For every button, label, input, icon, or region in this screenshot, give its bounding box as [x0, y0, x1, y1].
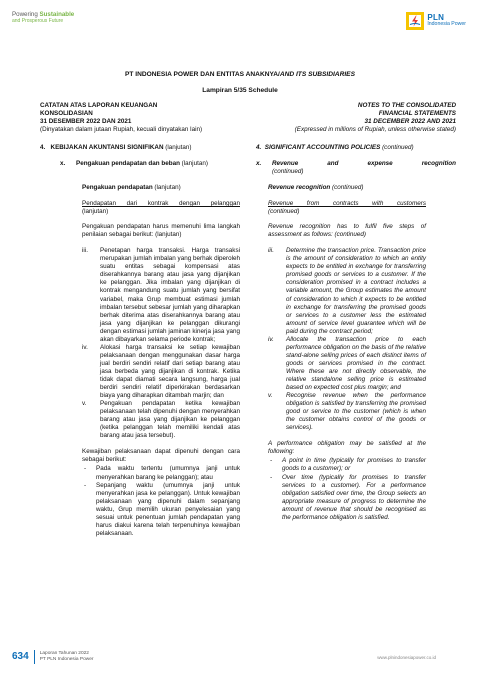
pln-logo [406, 12, 466, 30]
list-item: iii. Penetapan harga transaksi. Harga transaksi merupakan jumlah imbalan yang berhak diperoleh suatu entitas sebagai kompensasi atas diserahkannya barang atau jasa yang dijanjikan ke pelanggan. Jika imbalan yang dijanjikan di kontrak mengandung suatu jumlah yang bersifat variabel, maka Grup membuat estimasi jumlah imbalan tersebut sebesar jumlah yang diharapkan berhak diterima atas diserahkannya barang atau jasa yang dijanjikan ke pelanggan dikurangi dengan estimasi jumlah jaminan kinerja jasa yang akan dibayarkan selama periode kontrak; [82, 247, 240, 343]
left-body [82, 184, 240, 538]
brand-tagline [12, 11, 74, 24]
left-intro: Pengakuan pendapatan harus memenuhi lima langkah penilaian sebagai berikut: (lanjutan) [82, 223, 240, 239]
left-header: CATATAN ATAS LAPORAN KEUANGAN KONSOLIDASIAN 31 DESEMBER 2022 DAN 2021 (Dinyatakan dalam jutaan Rupiah, kecuali dinyatakan lain) [40, 102, 203, 134]
list-item: - Over time (typically for promises to transfer services to a customer). For a performance obligation satisfied over time, the Group selects an appropriate measure of progress to determine the amount of revenue that should be recognised as the performance obligation is satisfied. [270, 473, 426, 521]
list-item: - Pada waktu tertentu (umumnya janji untuk menyerahkan barang ke pelanggan); atau [84, 465, 240, 481]
list-item: iv. Alokasi harga transaksi ke setiap kewajiban pelaksanaan dengan menggunakan dasar harga jual berdiri sendiri relatif dari setiap barang atau jasa berbeda yang dijanjikan di kontrak. Ketika tidak dapat diamati secara langsung, harga jual berdiri sendiri relatif diperkirakan berdasarkan biaya yang diharapkan ditambah marjin; dan [82, 343, 240, 400]
list-item: iii. Determine the transaction price. Transaction price is the amount of consideration to which an entity expects to be entitled in exchange for transferring promised goods or services to a customer. If the consideration promised in a contract includes a variable amount, the Group estimates the amount of consideration to which it expects to be entitled in exchange for transferring the promised goods or services to a customer less the estimated amount of service level guarantee which will be paid during the contract period; [268, 247, 426, 335]
page-footer [12, 650, 93, 664]
right-intro: Revenue recognition has to fulfil five steps of assessment as follows: (continued) [268, 223, 426, 239]
left-para2: Kewajiban pelaksanaan dapat dipenuhi dengan cara sebagai berikut: [82, 448, 240, 464]
subsection-heading-left: x. Pengakuan pendapatan dan beban (lanjutan) [60, 160, 208, 167]
left-steps [82, 247, 240, 440]
left-h2: Pendapatan dari kontrak dengan pelanggan (lanjutan) [82, 200, 240, 216]
tagline-line2: and Prosperous Future [12, 18, 64, 25]
right-h1: Revenue recognition (continued) [268, 184, 364, 191]
list-item: - A point in time (typically for promises to transfer goods to a customer); or [270, 457, 426, 473]
left-h1: Pengakuan pendapatan (lanjutan) [82, 184, 181, 191]
company-title: PT INDONESIA POWER DAN ENTITAS ANAKNYA/AND ITS SUBSIDIARIES [125, 71, 355, 78]
right-body [268, 184, 426, 522]
section-heading-right: 4. SIGNIFICANT ACCOUNTING POLICIES (continued) [256, 144, 414, 151]
tagline-bold: Sustainable [39, 11, 75, 18]
subsection-heading-right: x. Revenue and expense recognition (continued) [256, 160, 456, 176]
list-item: v. Pengakuan pendapatan ketika kewajiban pelaksanaan telah dipenuhi dengan menyerahkan barang atau jasa yang dijanjikan ke pelanggan (ketika pelanggan telah memiliki kendali atas barang atau jasa tersebut). [82, 400, 240, 440]
pln-lightning-icon [406, 12, 424, 30]
schedule-label: Lampiran 5/35 Schedule [202, 87, 278, 94]
right-para2: A performance obligation may be satisfied at the following: [268, 440, 426, 456]
footer-company: PT PLN Indonesia Power [39, 657, 94, 662]
left-bullets [82, 465, 240, 537]
right-header: NOTES TO THE CONSOLIDATED FINANCIAL STATEMENTS 31 DECEMBER 2022 AND 2021 (Expressed in millions of Rupiah, unless otherwise stated) [294, 102, 456, 134]
right-h2: Revenue from contracts with customers (continued) [268, 200, 426, 216]
page-number: 634 [12, 650, 29, 662]
section-heading-left: 4. KEBIJAKAN AKUNTANSI SIGNIFIKAN (lanjutan) [40, 144, 192, 151]
footer-divider [34, 650, 35, 664]
tagline-prefix: Powering [12, 11, 40, 18]
logo-name: PLN [427, 13, 445, 23]
right-steps [268, 247, 426, 432]
footer-website: www.plnindonesiapower.co.id [377, 655, 436, 661]
logo-sub: Indonesia Power [427, 21, 466, 28]
list-item: v. Recognise revenue when the performance obligation is satisfied by transferring the promised good or service to the customer (which is when the customer obtains control of the goods or services). [268, 392, 426, 432]
list-item: - Sepanjang waktu (umumnya janji untuk menyerahkan jasa ke pelanggan). Untuk kewajiban pelaksanaan yang dipenuhi dalam sepanjang waktu, Grup memilih ukuran penyelesaian yang sesuai untuk penentuan jumlah pendapatan yang harus diakui karena telah terpenuhinya kewajiban pelaksanaan. [84, 481, 240, 537]
list-item: iv. Allocate the transaction price to each performance obligation on the basis of the relative stand-alone selling prices of each distinct items of goods or services promised in the contract. Where these are not directly observable, the relative standalone selling price is estimated based on expected cost plus margin; and [268, 335, 426, 392]
right-bullets [268, 457, 426, 521]
footer-report: Laporan Tahunan 2022 [39, 651, 89, 657]
